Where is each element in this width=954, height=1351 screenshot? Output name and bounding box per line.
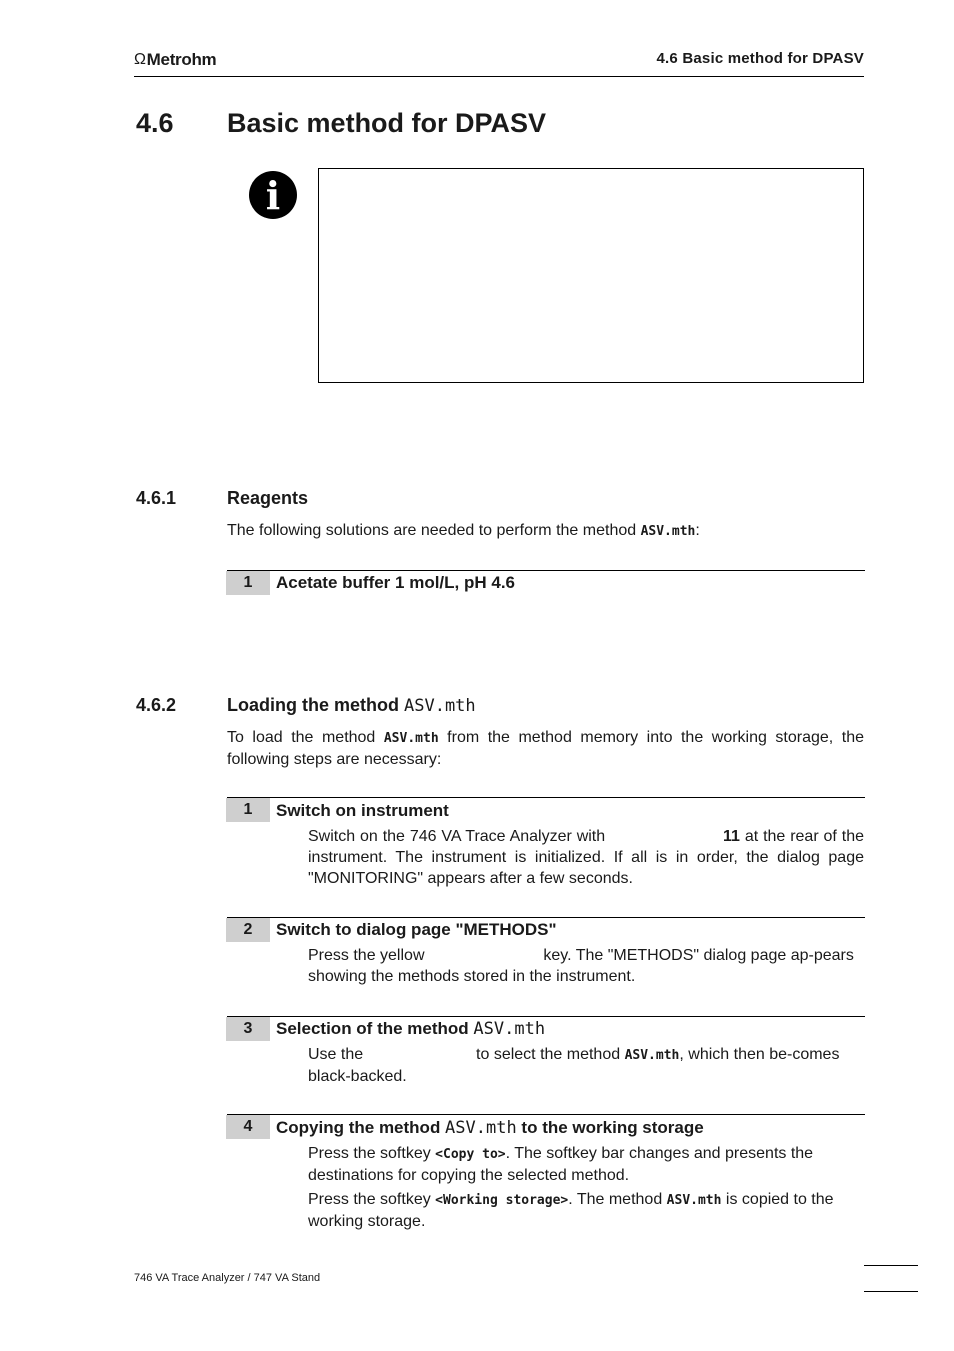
step-number: 2 bbox=[226, 918, 270, 942]
step-divider bbox=[227, 797, 865, 798]
method-name: ASV.mth bbox=[624, 1048, 680, 1063]
subsection-title: Reagents bbox=[227, 488, 309, 508]
omega-icon: Ω bbox=[134, 51, 146, 68]
step-number: 4 bbox=[226, 1115, 270, 1139]
subsection-title: Loading the method ASV.mth bbox=[227, 695, 476, 716]
step-body: Use the to select the method ASV.mth, which then be-comes black-backed. bbox=[308, 1046, 840, 1085]
loading-intro: To load the method ASV.mth from the method memory into the working storage, the following steps are necessary: bbox=[227, 729, 864, 768]
page-number-rule bbox=[864, 1265, 918, 1266]
step-divider bbox=[227, 1016, 865, 1017]
step-number: 3 bbox=[226, 1017, 270, 1041]
step-body: Press the softkey <Working storage>. The method ASV.mth is copied to the working storage. bbox=[308, 1191, 834, 1230]
logo-text: Metrohm bbox=[146, 50, 217, 69]
softkey-label: <Working storage> bbox=[435, 1193, 569, 1208]
step-title: Switch on instrument bbox=[276, 801, 449, 820]
method-name: ASV.mth bbox=[383, 731, 439, 746]
step-number: 1 bbox=[226, 798, 270, 822]
footer-text: 746 VA Trace Analyzer / 747 VA Stand bbox=[134, 1272, 321, 1284]
note-box bbox=[318, 168, 864, 383]
step-body: Press the yellow key. The "METHODS" dialog page ap-pears showing the methods stored in the instrument. bbox=[308, 947, 854, 985]
step-body: Switch on the 746 VA Trace Analyzer with 11 at the rear of the instrument. The instrument is initialized. If all is in order, the dialog page "MONITORING" appears after a few seconds. bbox=[308, 828, 864, 887]
softkey-label: <Copy to> bbox=[435, 1147, 506, 1162]
section-number: 4.6 bbox=[136, 108, 174, 138]
step-title: Switch to dialog page "METHODS" bbox=[276, 920, 557, 939]
step-body: Press the softkey <Copy to>. The softkey bar changes and presents the destinations for copying the selected method. bbox=[308, 1145, 814, 1184]
header-divider bbox=[134, 76, 864, 77]
step-divider bbox=[227, 570, 865, 571]
method-name: ASV.mth bbox=[640, 524, 696, 539]
info-icon: i bbox=[249, 171, 297, 219]
step-divider bbox=[227, 1114, 865, 1115]
subsection-number: 4.6.2 bbox=[136, 695, 177, 715]
step-title: Copying the method ASV.mth to the working storage bbox=[276, 1118, 704, 1138]
running-header: 4.6 Basic method for DPASV bbox=[656, 50, 864, 67]
step-title: Selection of the method ASV.mth bbox=[276, 1019, 546, 1039]
reagent-item: Acetate buffer 1 mol/L, pH 4.6 bbox=[276, 573, 515, 592]
reagents-intro: The following solutions are needed to perform the method ASV.mth: bbox=[227, 522, 700, 539]
subsection-number: 4.6.1 bbox=[136, 488, 177, 508]
step-divider bbox=[227, 917, 865, 918]
brand-logo bbox=[134, 50, 216, 70]
step-number: 1 bbox=[226, 571, 270, 595]
method-name: ASV.mth bbox=[666, 1193, 722, 1208]
section-title: Basic method for DPASV bbox=[227, 108, 547, 138]
page-number-rule bbox=[864, 1291, 918, 1292]
